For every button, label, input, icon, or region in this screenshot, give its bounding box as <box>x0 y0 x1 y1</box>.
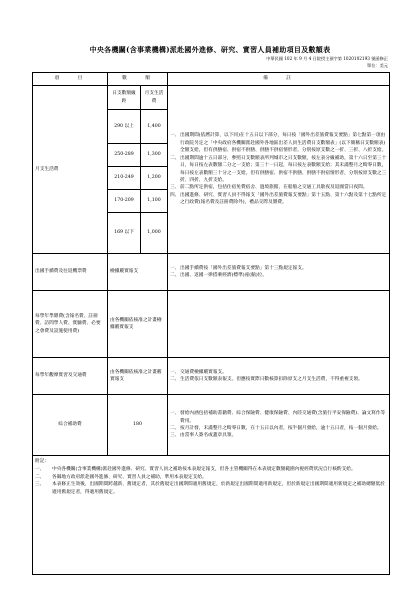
table-header-row <box>33 73 390 86</box>
insurance-remark: 一、 發給內涵包括補助書籍費、綜合保險費、健康保險費、內陸交通費(含旅行平安保險費)、論文寫作等費用。 <box>170 411 386 424</box>
tier-amount: 1,200 <box>141 167 168 190</box>
books-label: 每學年觀摩實習及交通費 <box>33 358 108 395</box>
tier-range: 210-249 <box>108 167 141 190</box>
header-item: 項 目 <box>33 73 108 86</box>
travel-remark: 二、 出國、返國一律搭乘經濟(標準)座(艙)位。 <box>170 273 268 278</box>
header-remarks: 備 註 <box>168 73 390 86</box>
travel-remarks <box>168 254 390 291</box>
note-item: 一、 中央各機關(含事業機構)派赴國外進修、研究、實習人員之補助按本表規定報支，但各主管機關得在本表規定數額範圍內視經費狀況自行核酌支給。 <box>35 467 356 473</box>
living-remark: 一、 出國期間(依曆計算，以下同)在十五日以下部分，每日按「國外出差旅費報支要點」第七點第一項由行政院另定之「中央政府各機關派赴國外各地區出差人員生活費日支數額表」(以下簡稱日支數額表)全額支給，但有供膳宿、供宿不供膳、供膳不供宿情形者，分別按原支數之一折、三折、八折支給。 <box>170 133 387 154</box>
insurance-row <box>33 395 390 456</box>
travel-row <box>33 254 390 291</box>
subsidy-table <box>32 72 390 575</box>
books-amount: 由各機關依核准之計畫覈實報支 <box>108 358 168 395</box>
tier-amount: 1,100 <box>141 190 168 213</box>
note-item: 三、 本表修正生效後，出國期間跨越新、舊規定者，其於舊規定出國期間適用舊規定，於新規定出國期間適用新規定，但於新規定出國期間適用新規定之補助總額低於適用舊規定者，得適用舊規定。 <box>35 482 385 495</box>
living-label: 月支生活費 <box>33 86 108 254</box>
unit-line: 單位：美元 <box>367 63 388 68</box>
tuition-amount: 由各機關依核准之計畫檢據覈實報支 <box>108 291 168 358</box>
insurance-label: 綜合補助費 <box>33 395 108 456</box>
living-remark: 三、 前二點所定供宿，包括住宿免費宿舍、過境旅館、在船舶之交通工具歇夜及返國當日夜間。 <box>170 185 368 191</box>
tier-range: 290 以上 <box>108 110 141 144</box>
insurance-remarks <box>168 395 390 456</box>
travel-label: 出國手續費及往返機票費 <box>33 254 108 291</box>
tuition-remarks <box>168 291 390 358</box>
living-subheader-row <box>33 86 390 110</box>
insurance-remark: 二、 按月計發，未滿整月之畸零日數，在十五日以內者，按半個月發給，逾十五日者，按一個月發給。 <box>170 426 382 431</box>
tier-range: 250-289 <box>108 144 141 167</box>
notes-cell <box>33 456 390 575</box>
notes-row <box>33 456 390 575</box>
tier-amount: 1,300 <box>141 144 168 167</box>
travel-amount: 檢據覈實報支 <box>108 254 168 291</box>
tier-amount: 1,400 <box>141 110 168 144</box>
books-row <box>33 358 390 395</box>
document-title: 中央各機關(含事業機構)派赴國外進修、研究、實習人員補助項目及數額表 <box>89 45 331 54</box>
tuition-label: 每學年學雜費(含報名費、註冊費、訪問學人費、實驗費、必要之會費及設施使用費) <box>33 291 108 358</box>
revision-line: 中華民國 102 年 9 月 4 日院授主預字第 1020102193 號函修正 <box>266 56 388 61</box>
tuition-row <box>33 291 390 358</box>
travel-remark: 一、 出國手續費按「國外出差旅費報支要點」第十三點規定報支。 <box>170 265 307 271</box>
note-item: 二、 各縣地方政府派赴國外進修、研究、實習人員之補助，準用本表規定支給。 <box>35 474 207 480</box>
living-remarks <box>168 86 390 254</box>
books-remarks <box>168 358 390 395</box>
books-remark: 二、 生活費依日支數額表報支。但應按實際日數核算扣除原支之月支生活費，不得重複支領。 <box>170 377 363 382</box>
books-remark: 一、 交通費檢據覈實報支。 <box>170 369 227 375</box>
header-amount: 數 額 <box>108 73 168 86</box>
notes-title: 附記： <box>35 459 50 464</box>
living-remark: 四、 出國進修、研究、實習人員不得報支「國外出差旅費報支要點」第十五點、第十六點及第十七點所定之行政費(報名費及註冊費除外)，禮品交際及雜費。 <box>170 192 387 206</box>
living-remark: 二、 出國期間逾十五日部分，參照日支數額表所列城市之日支數額，按左表分級補助，第十六日至第三十日，每日按左表數額二分之一支給；第三十一日起，每日按左表數額支給；其未滿整月之畸零日數，每日按左表數額三十分之一支給。但有供膳宿、供宿不供膳、供膳不供宿情形者，分別按原支數之三折、四折、九折支給。 <box>170 155 387 183</box>
tier-amount: 1,000 <box>141 213 168 254</box>
living-col-level: 日支數額級距 <box>108 86 141 110</box>
insurance-amount: 180 <box>108 395 168 456</box>
living-col-monthly: 月支生活費 <box>141 86 168 110</box>
tier-range: 169 以下 <box>108 213 141 254</box>
insurance-remark: 三、 由當事人簽名或蓋章具領。 <box>170 433 237 439</box>
tier-range: 170-209 <box>108 190 141 213</box>
